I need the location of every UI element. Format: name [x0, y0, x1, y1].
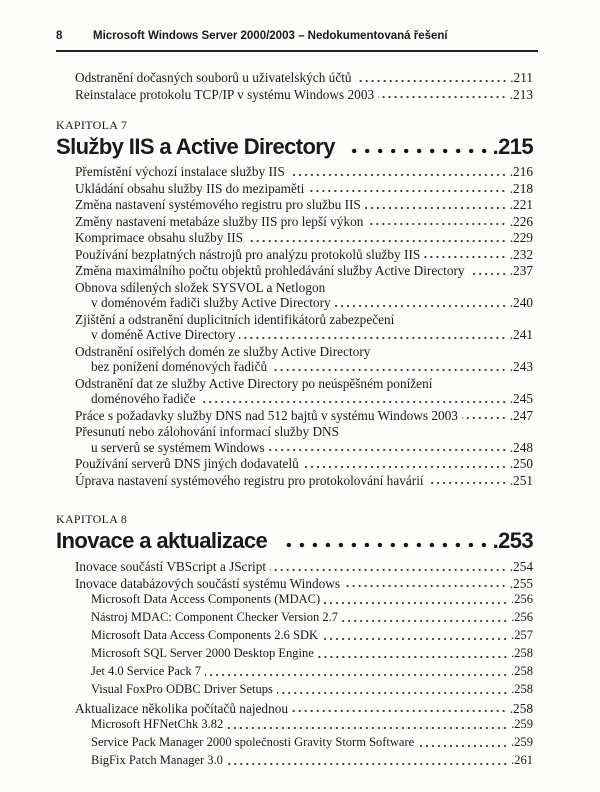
entry-title: Změna nastavení systémového registru pro službu IIS	[75, 197, 361, 212]
entry-title: BigFix Patch Manager 3.0	[91, 753, 223, 768]
toc-entry[interactable]	[75, 628, 533, 644]
entry-page: .258	[509, 700, 533, 716]
dot-leader	[308, 183, 506, 193]
entry-title-line1: Odstranění dat ze služby Active Directory po neúspěšném ponížení	[75, 375, 433, 391]
toc-entry[interactable]	[75, 181, 533, 197]
entry-page: .247	[509, 407, 533, 423]
entry-page: .261	[511, 753, 533, 768]
dot-leader	[227, 756, 508, 766]
toc-entry[interactable]	[75, 197, 533, 213]
toc-entry[interactable]	[75, 473, 533, 489]
dot-leader	[344, 578, 507, 588]
toc-entry[interactable]	[75, 344, 533, 375]
entry-title-line2: bez ponížení doménových řadičů	[91, 359, 268, 374]
dot-leader	[277, 685, 508, 695]
entry-title: Úprava nastavení systémového registru pro protokolování havárií	[75, 472, 424, 488]
toc-entry[interactable]	[75, 164, 533, 180]
chapter-title[interactable]	[56, 528, 533, 553]
dot-leader	[378, 89, 507, 99]
entry-title: Změny nastavení metabáze služby IIS pro lepší výkon	[75, 213, 364, 229]
dot-leader	[324, 595, 508, 605]
entry-page: .241	[509, 327, 533, 342]
chapter-title[interactable]	[56, 134, 533, 159]
chapter-label: KAPITOLA 7	[56, 118, 128, 132]
chapter7-entries	[75, 164, 533, 489]
toc-entry[interactable]	[75, 214, 533, 230]
dot-leader	[322, 631, 508, 641]
entry-title: Microsoft Data Access Components 2.6 SDK	[91, 628, 319, 643]
toc-entry[interactable]	[75, 456, 533, 472]
entry-page: .250	[509, 456, 533, 471]
entry-page: .216	[509, 164, 533, 179]
dot-leader	[469, 266, 507, 276]
dot-leader	[289, 167, 507, 177]
dot-leader	[200, 394, 507, 404]
dot-leader	[428, 475, 507, 485]
toc-entry[interactable]	[75, 559, 533, 575]
entry-title: Používání bezplatných nástrojů pro analýzu protokolů služby IIS	[75, 246, 421, 262]
dot-leader	[462, 410, 507, 420]
entry-page: .258	[511, 646, 533, 661]
toc-entry[interactable]	[75, 592, 533, 608]
entry-page: .259	[511, 735, 533, 750]
chapter-label: KAPITOLA 8	[56, 512, 128, 526]
entry-page: .240	[509, 295, 533, 310]
toc-entry[interactable]	[75, 576, 533, 592]
dot-leader	[424, 249, 506, 259]
entry-page: .221	[509, 197, 533, 212]
toc-entry[interactable]	[75, 664, 533, 680]
dot-leader	[367, 216, 506, 226]
entry-page: .211	[510, 70, 533, 85]
entry-page: .218	[509, 180, 533, 196]
entry-page: .258	[511, 682, 533, 697]
entry-page: .257	[511, 628, 533, 643]
entry-title: Používání serverů DNS jiných dodavatelů	[75, 456, 299, 471]
dot-leader	[271, 362, 507, 372]
entry-title: Inovace databázových součástí systému Windows	[75, 575, 341, 591]
dot-leader	[347, 146, 491, 154]
entry-title: Odstranění dočasných souborů u uživatelských účtů	[75, 70, 352, 85]
toc-entry[interactable]	[75, 230, 533, 246]
dot-leader	[356, 73, 508, 83]
toc-entry[interactable]	[75, 312, 533, 343]
entry-title-line1: Zjištění a odstranění duplicitních identifikátorů zabezpečení	[75, 311, 395, 327]
dot-leader	[269, 442, 507, 452]
dot-leader	[205, 667, 508, 677]
entry-page: .251	[509, 472, 533, 488]
entry-title: Microsoft HFNetChk 3.82	[91, 717, 224, 732]
entry-title: Visual FoxPro ODBC Driver Setups	[91, 682, 273, 697]
toc-entry[interactable]	[75, 376, 533, 407]
toc-entry[interactable]	[75, 247, 533, 263]
entry-page: .255	[509, 575, 533, 591]
entry-title: Microsoft Data Access Components (MDAC)	[91, 592, 321, 606]
entry-page: .256	[511, 610, 533, 625]
dot-leader	[270, 562, 507, 572]
entry-page: .254	[509, 559, 533, 574]
entry-page: .237	[509, 263, 533, 278]
chapter-page: .253	[492, 528, 533, 553]
toc-entry[interactable]	[75, 424, 533, 455]
entry-title-line2: doménového řadiče	[91, 391, 196, 406]
entry-title: Nástroj MDAC: Component Checker Version 2.7	[91, 610, 338, 625]
toc-entry[interactable]	[75, 610, 533, 626]
entry-page: .213	[509, 86, 533, 102]
entry-title-line2: v doméně Active Directory	[91, 327, 236, 342]
entry-title: Ukládání obsahu služby IIS do mezipaměti	[75, 180, 305, 196]
entry-title: Aktualizace několika počítačů najednou	[75, 700, 289, 716]
chapter-page: .215	[492, 134, 533, 159]
running-header	[56, 30, 538, 52]
toc-entry[interactable]	[75, 87, 533, 103]
entry-title: Komprimace obsahu služby IIS	[75, 230, 244, 245]
entry-page: .258	[511, 664, 533, 679]
entry-title-line2: u serverů se systémem Windows	[91, 439, 265, 455]
dot-leader	[239, 330, 506, 340]
dot-leader	[247, 233, 507, 243]
dot-leader	[365, 200, 507, 210]
dot-leader	[342, 613, 508, 623]
toc-entry[interactable]	[75, 646, 533, 662]
entry-title-line1: Přesunutí nebo zálohování informací služby DNS	[75, 424, 340, 439]
dot-leader	[227, 720, 508, 730]
dot-leader	[292, 703, 507, 713]
toc-entry[interactable]	[75, 735, 533, 751]
entry-title: Jet 4.0 Service Pack 7	[91, 664, 202, 679]
chapter-title-text: Služby IIS a Active Directory	[56, 134, 335, 159]
book-title: Microsoft Windows Server 2000/2003 – Nedokumentovaná řešení	[93, 30, 448, 42]
chapter8-entries	[75, 559, 533, 771]
toc-entry[interactable]	[75, 682, 533, 698]
toc-entry[interactable]	[75, 70, 533, 86]
entry-page: .232	[509, 246, 533, 262]
dot-leader	[303, 459, 507, 469]
toc-entry[interactable]	[75, 408, 533, 424]
toc-entry[interactable]	[75, 701, 533, 717]
toc-entry[interactable]	[75, 717, 533, 733]
page-number: 8	[56, 30, 63, 42]
entry-title: Přemístění výchozí instalace služby IIS	[75, 164, 285, 179]
entry-title-line1: Obnova sdílených složek SYSVOL a Netlogon	[75, 279, 326, 295]
entry-title: Microsoft SQL Server 2000 Desktop Engine	[91, 646, 314, 661]
toc-entry[interactable]	[75, 263, 533, 279]
entry-page: .248	[509, 439, 533, 455]
entry-title-line2: v doménovém řadiči služby Active Directory	[91, 295, 331, 310]
toc-entry[interactable]	[75, 280, 533, 311]
entry-page: .229	[509, 230, 533, 245]
entry-title: Práce s požadavky služby DNS nad 512 bajtů v systému Windows 2003	[75, 407, 458, 423]
entry-page: .259	[511, 717, 533, 732]
dot-leader	[418, 738, 508, 748]
entry-page: .256	[511, 592, 533, 606]
toc-top-entries	[75, 70, 533, 103]
entry-title: Service Pack Manager 2000 společnosti Gravity Storm Software	[91, 735, 415, 750]
dot-leader	[335, 298, 507, 308]
entry-title: Inovace součástí VBScript a JScript	[75, 559, 267, 574]
toc-entry[interactable]	[75, 753, 533, 769]
entry-title: Reinstalace protokolu TCP/IP v systému Windows 2003	[75, 86, 375, 102]
entry-title-line1: Odstranění osiřelých domén ze služby Active Directory	[75, 343, 371, 359]
entry-page: .226	[509, 213, 533, 229]
entry-page: .245	[509, 391, 533, 406]
dot-leader	[279, 540, 490, 548]
entry-title: Změna maximálního počtu objektů prohledávání služby Active Directory	[75, 263, 465, 278]
entry-page: .243	[509, 359, 533, 374]
chapter-title-text: Inovace a aktualizace	[56, 528, 268, 553]
dot-leader	[318, 649, 508, 659]
